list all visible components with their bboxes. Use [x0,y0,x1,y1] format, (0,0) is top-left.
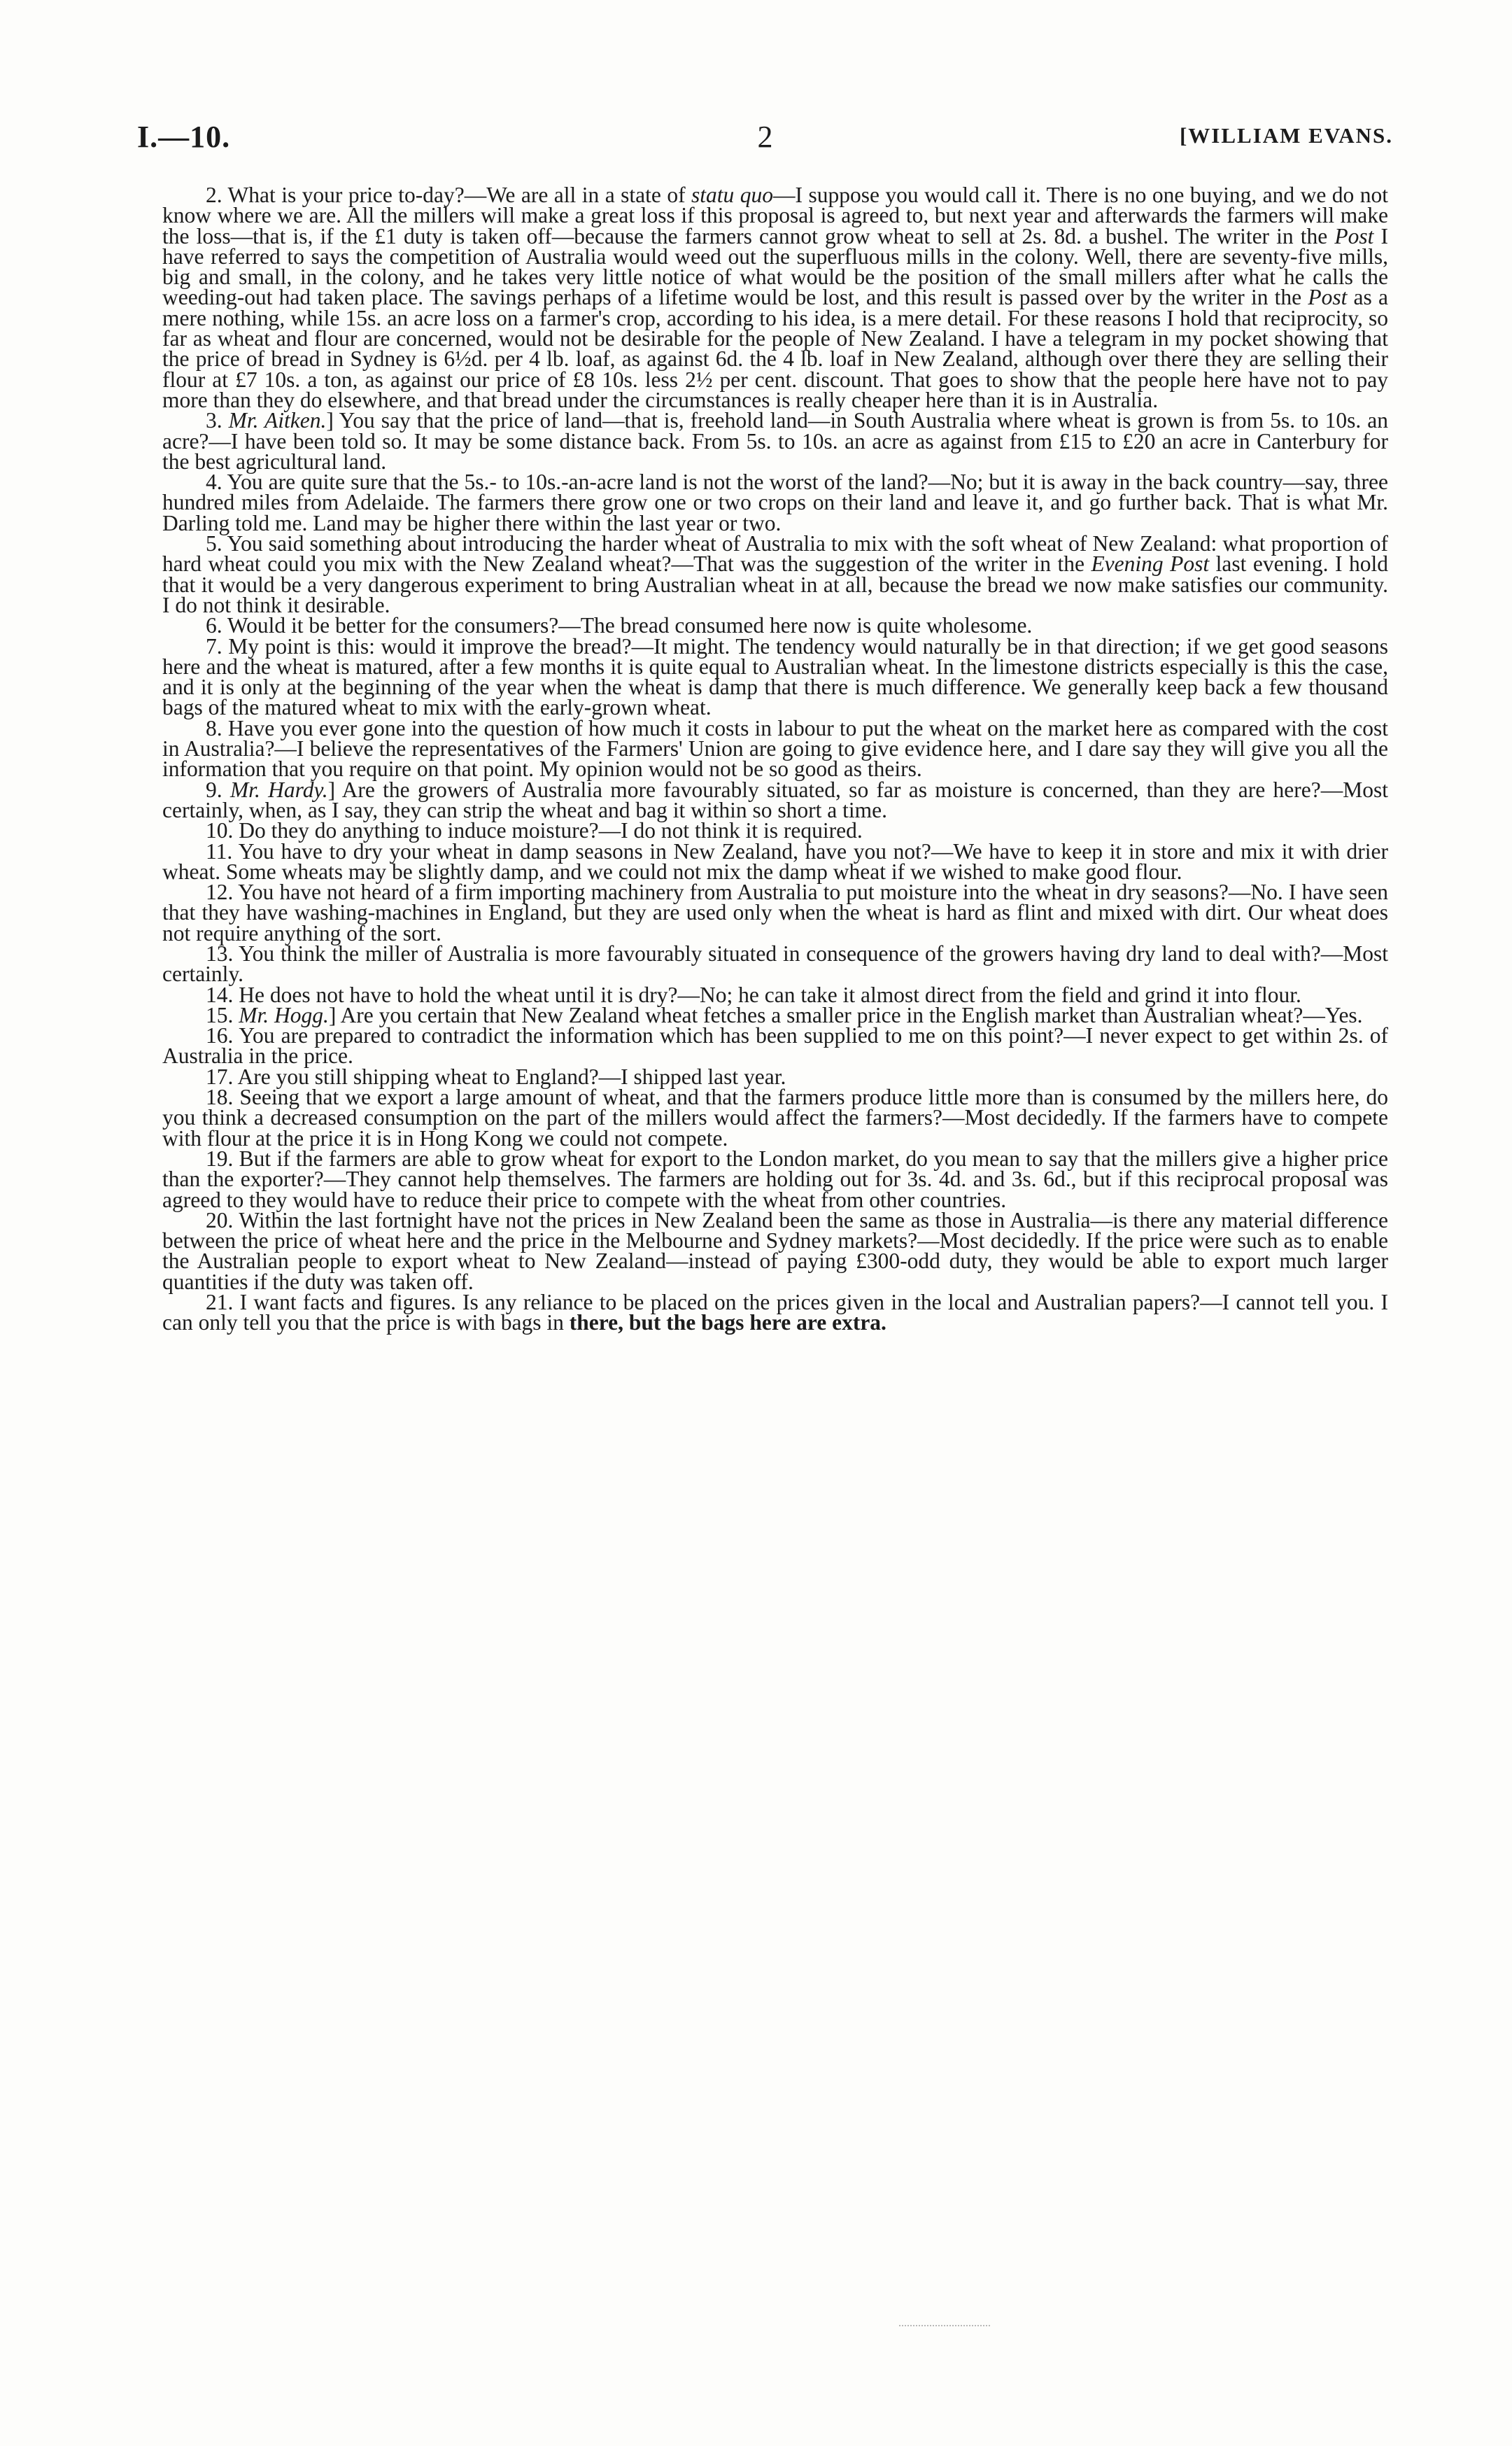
question-paragraph-q7 [162,633,1388,720]
question-paragraph-q18 [162,1085,1388,1151]
question-paragraph-q2 [162,185,1388,410]
page-number: 2 [757,120,773,154]
paragraph-text: 2. What is your price to-day?—We are all in a state of [206,183,692,207]
question-paragraph-q5 [162,533,1388,615]
italic-text: Mr. Aitken. [228,408,327,433]
paragraph-text: there, but the bags here are extra. [569,1310,886,1335]
paragraph-text: 8. Have you ever gone into the question of how much it costs in labour to put the wheat on the market here as compared with the cost in Australia?—I believe the representatives of the Farmers' Union are going to give evidence here, and I dare say they will give you all the information that you require on that point. My opinion would not be so good as theirs. [162,715,1388,782]
question-paragraph-q16 [162,1025,1388,1067]
question-paragraph-q12 [162,880,1388,946]
question-paragraph-q4 [162,472,1388,533]
italic-text: Mr. Hogg. [239,1002,329,1027]
paragraph-text: 19. But if the farmers are able to grow wheat for export to the London market, do you mean to say that the millers give a higher price than the exporter?—They cannot help themselves. The farmers are holding out for 3s. 4d. and 3s. 6d., but if this reciprocal proposal was agreed to they would have to reduce their price to compete with the wheat from other countries. [162,1146,1388,1212]
paragraph-text: last evening. I hold that it would be a very dangerous experiment to bring Australian wheat in at all, because the bread we now make satisfies our community. I do not think it desirable. [162,551,1388,617]
paper-reference: I.—10. [137,120,231,154]
italic-text: Mr. Hardy. [229,777,328,802]
paragraph-text: 12. You have not heard of a firm importing machinery from Australia to put moisture into the wheat in dry seasons?—No. I have seen that they have washing-machines in England, but they are used only when the wheat is hard as flint and mixed with dirt. Our wheat does not require anything of the sort. [162,880,1388,946]
evidence-body [162,185,1388,1333]
question-paragraph-q21 [162,1292,1388,1333]
question-paragraph-q11 [162,838,1388,884]
paragraph-text: 4. You are quite sure that the 5s.- to 10s.-an-acre land is not the worst of the land?—No; but it is away in the back country—say, three hundred miles from Adelaide. The farmers there grow one or two crops on their land and leave it, and go further back. That is what Mr. Darling told me. Land may be higher there within the last year or two. [162,470,1388,535]
paragraph-text: 17. Are you still shipping wheat to England?—I shipped last year. [206,1064,786,1089]
italic-text: Evening Post [1091,551,1210,577]
paragraph-text: 16. You are prepared to contradict the information which has been supplied to me on this point?—I never expect to get within 2s. of Australia in the price. [162,1023,1388,1069]
italic-text: Post [1308,285,1348,310]
paragraph-text: 10. Do they do anything to induce moisture?—I do not think it is required. [206,818,863,843]
paragraph-text: ] Are you certain that New Zealand wheat fetches a smaller price in the English market than Australian wheat?—Yes. [328,1002,1363,1027]
paragraph-text: as a mere nothing, while 15s. an acre loss on a farmer's crop, according to his idea, is a mere detail. For these reasons I hold that reciprocity, so far as wheat and flour are concerned, would not be desirable for the people of New Zealand. I have a telegram in my pocket showing that the price of bread in Sydney is 6½d. per 4 lb. loaf, as against 6d. the 4 lb. loaf in New Zealand, although over there they are selling their flour at £7 10s. a ton, as against our price of £8 10s. less 2½ per cent. discount. That goes to show that the people here have not to pay more than they do elsewhere, and that bread under the circumstances is really cheaper here than it is in Australia. [162,285,1388,412]
paragraph-text: 7. My point is this: would it improve the bread?—It might. The tendency would naturally be in that direction; if we get good seasons here and the wheat is matured, after a few months it is quite equal to Australian wheat. In the limestone districts especially is this the case, and it is only at the beginning of the year when the wheat is damp that there is much difference. We generally keep back a few thousand bags of the matured wheat to mix with the early-grown wheat. [162,633,1388,720]
question-paragraph-q15 [162,1002,1388,1027]
italic-text: Post [1334,223,1374,248]
paragraph-text: 6. Would it be better for the consumers?—The bread consumed here now is quite wholesome. [206,613,1033,638]
paragraph-text: ] Are the growers of Australia more favourably situated, so far as moisture is concerned, than they are here?—Most certainly, when, as I say, they can strip the wheat and bag it within so short a time. [162,777,1388,822]
question-paragraph-q8 [162,715,1388,782]
witness-name: [WILLIAM EVANS. [1179,123,1393,148]
paragraph-text: 5. You said something about introducing the harder wheat of Australia to mix with the soft wheat of New Zealand: what proportion of hard wheat could you mix with the New Zealand wheat?—That was the suggestion of the writer in the [162,531,1388,577]
paragraph-text: 20. Within the last fortnight have not the prices in New Zealand been the same as those in Australia—is there any material difference between the price of wheat here and the price in the Melbourne and Sydney markets?—Most decidedly. If the price were such as to enable the Australian people to export wheat to New Zealand—instead of paying £300-odd duty, they would be able to export much larger quantities if the duty was taken off. [162,1207,1388,1294]
question-paragraph-q19 [162,1148,1388,1210]
paragraph-text: 18. Seeing that we export a large amount of wheat, and that the farmers produce little more than is consumed by the millers here, do you think a decreased consumption on the part of the millers would affect the farmers?—Most decidedly. If the farmers have to compete with flour at the price it is in Hong Kong we could not compete. [162,1085,1388,1151]
question-paragraph-q14 [162,982,1388,1007]
question-paragraph-q13 [162,943,1388,985]
question-paragraph-q6 [162,613,1388,638]
paragraph-text: 14. He does not have to hold the wheat until it is dry?—No; he can take it almost direct from the field and grind it into flour. [206,982,1301,1007]
paragraph-text: 9. [206,777,230,802]
print-mark [899,2325,990,2329]
page-header [137,119,1393,161]
paragraph-text: 3. [206,408,229,433]
paragraph-text: 15. [206,1002,239,1027]
paragraph-text: I have referred to says the competition of Australia would weed out the superfluous mills in the colony. Well, there are seventy-five mills, big and small, in the colony, and he takes very little notice of what would be the position of the small millers after what he calls the weeding-out had taken place. The savings perhaps of a lifetime would be lost, and this result is passed over by the writer in the [162,223,1388,310]
question-paragraph-q10 [162,820,1388,841]
italic-text: statu quo [691,183,774,207]
paragraph-text: 11. You have to dry your wheat in damp seasons in New Zealand, have you not?—We have to keep it in store and mix it with drier wheat. Some wheats may be slightly damp, and we could not mix the damp wheat if we wished to make good flour. [162,838,1388,884]
paragraph-text: 21. I want facts and figures. Is any reliance to be placed on the prices given in the local and Australian papers?—I cannot tell you. I can only tell you that the price is with bags in [162,1290,1388,1335]
question-paragraph-q17 [162,1064,1388,1089]
question-paragraph-q3 [162,410,1388,472]
question-paragraph-q20 [162,1207,1388,1294]
question-paragraph-q9 [162,777,1388,822]
paragraph-text: ] You say that the price of land—that is, freehold land—in South Australia where wheat is grown is from 5s. to 10s. an acre?—I have been told so. It may be some distance back. From 5s. to 10s. an acre as against from £15 to £20 an acre in Canterbury for the best agricultural land. [162,408,1389,474]
paragraph-text: —I suppose you would call it. There is no one buying, and we do not know where we are. All the millers will make a great loss if this proposal is agreed to, but next year and afterwards the farmers will make the loss—that is, if the £1 duty is taken off—because the farmers cannot grow wheat to sell at 2s. 8d. a bushel. The writer in the [162,183,1388,248]
paragraph-text: 13. You think the miller of Australia is more favourably situated in consequence of the growers having dry land to deal with?—Most certainly. [162,941,1388,987]
